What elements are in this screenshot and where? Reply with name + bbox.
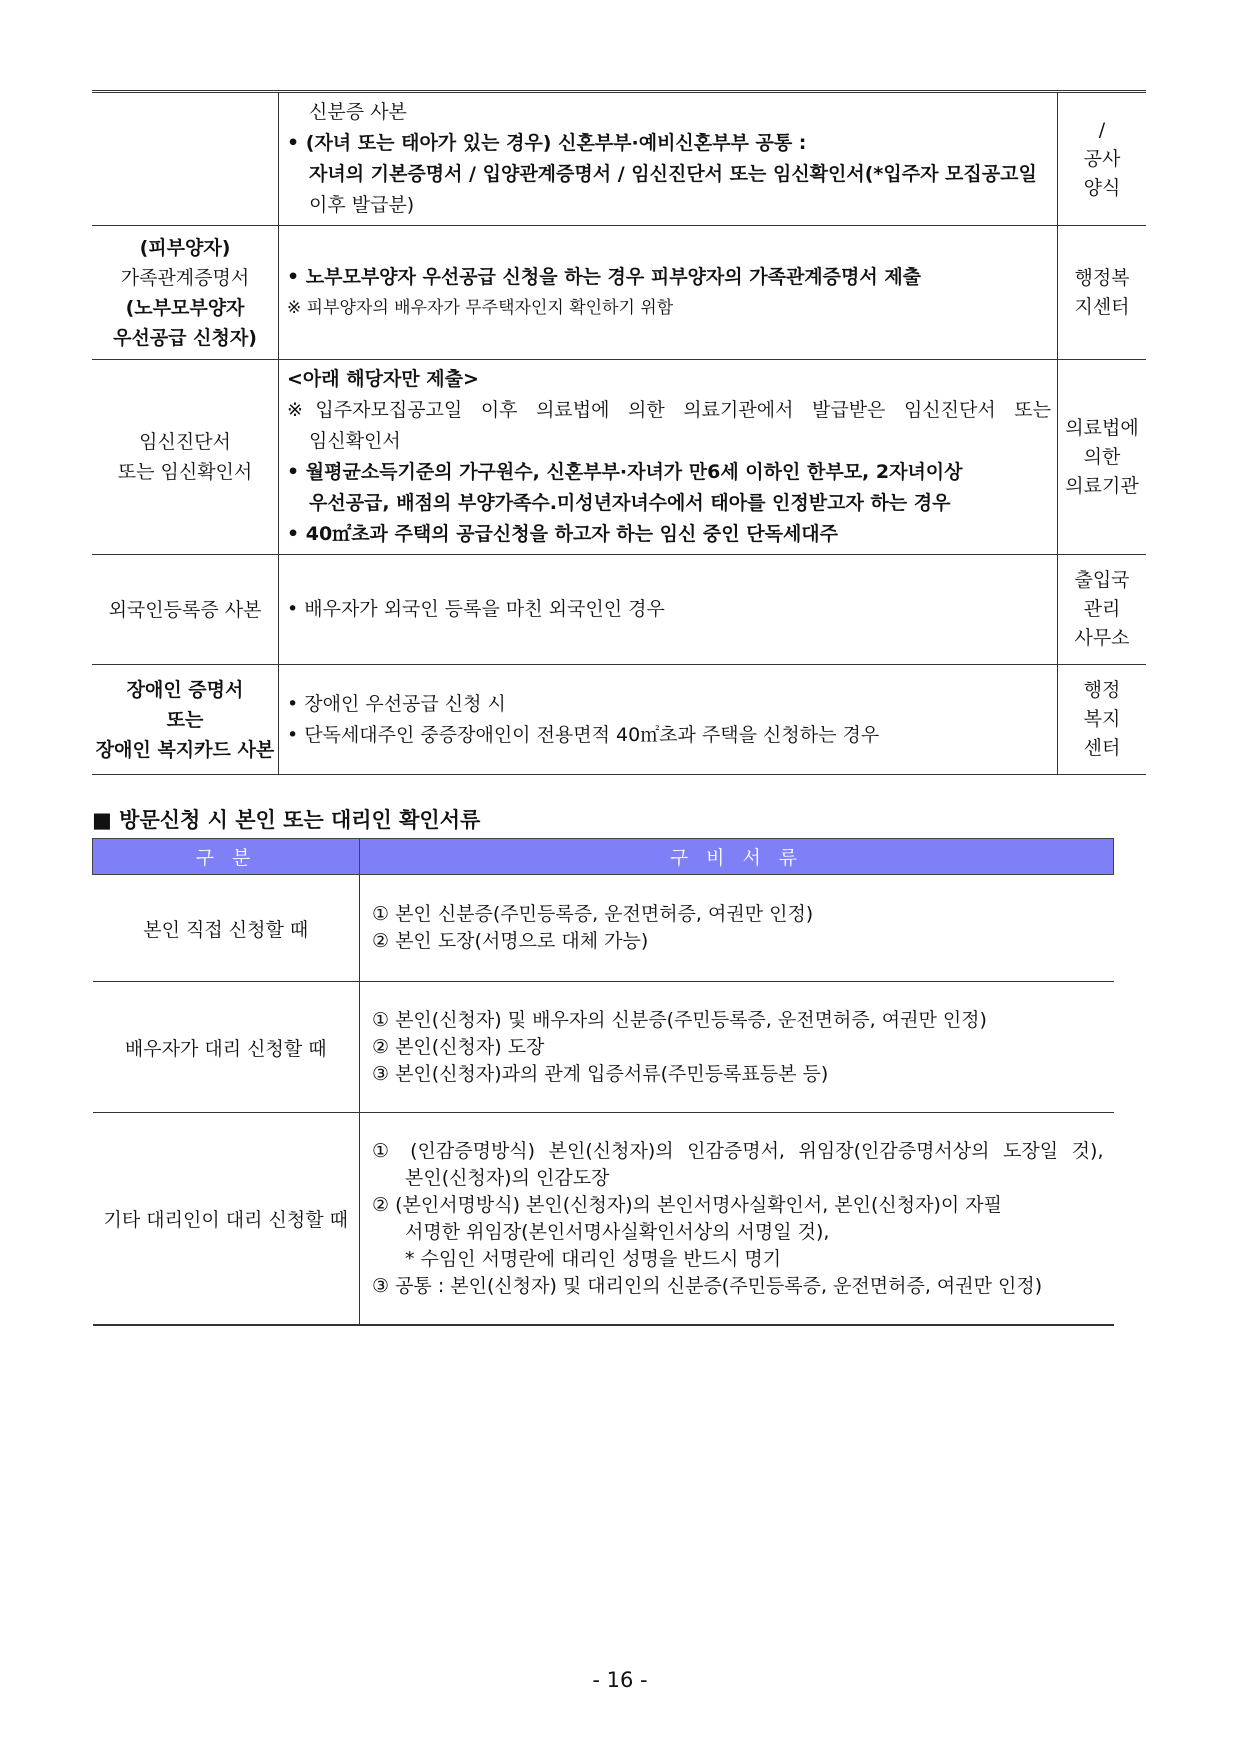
column-header-documents: 구 비 서 류 (360, 839, 1114, 875)
document-line: ③ 공통 : 본인(신청자) 및 대리인의 신분증(주민등록증, 운전면허증, 여권만 인정) (372, 1274, 1043, 1297)
detail-line: • 월평균소득기준의 가구원수, 신혼부부·자녀가 만6세 이하인 한부모, 2자녀이상 (287, 461, 963, 483)
issuer-cell (1058, 226, 1147, 360)
doc-name-line: 우선공급 신청자) (113, 326, 257, 349)
issuer-cell (1058, 92, 1147, 226)
doc-name-line: (피부양자) (139, 236, 231, 259)
detail-line: • 노부모부양자 우선공급 신청을 하는 경우 피부양자의 가족관계증명서 제출 (287, 265, 922, 288)
doc-detail-cell (279, 92, 1058, 226)
issuer-cell (1058, 555, 1147, 665)
issuer-cell (1058, 665, 1147, 775)
table-row (93, 1113, 1114, 1326)
issuer-line: 출입국 (1074, 569, 1130, 591)
detail-line: • 장애인 우선공급 신청 시 (287, 692, 506, 715)
document-line: ② (본인서명방식) 본인(신청자)의 본인서명사실확인서, 본인(신청자)이 자필 (372, 1193, 1003, 1216)
doc-name-cell (92, 226, 279, 360)
document-line: ① 본인(신청자) 및 배우자의 신분증(주민등록증, 운전면허증, 여권만 인정) (372, 1008, 987, 1031)
section-heading: ■ 방문신청 시 본인 또는 대리인 확인서류 (92, 808, 481, 832)
page-number: - 16 - (592, 1668, 648, 1692)
table-row (92, 360, 1146, 555)
doc-detail-cell (279, 226, 1058, 360)
issuer-line: 양식 (1083, 176, 1121, 199)
visit-application-table (92, 838, 1114, 1326)
doc-name-line: 장애인 증명서 (126, 678, 244, 701)
table-row (93, 982, 1114, 1113)
issuer-line: 지센터 (1074, 295, 1130, 318)
detail-line: 우선공급, 배점의 부양가족수.미성년자녀수에서 태아를 인정받고자 하는 경우 (309, 492, 951, 514)
detail-line: 신분증 사본 (309, 101, 407, 123)
issuer-cell (1058, 360, 1147, 555)
doc-name-cell (92, 360, 279, 555)
issuer-line: 행정복 (1074, 266, 1130, 289)
documents-cell (360, 875, 1114, 982)
detail-line: 이후 발급분) (309, 194, 415, 216)
issuer-line: 행정 (1083, 679, 1121, 701)
detail-line: • (자녀 또는 태아가 있는 경우) 신혼부부·예비신혼부부 공통 : (287, 132, 807, 154)
document-line: 서명한 위임장(본인서명사실확인서상의 서명일 것), (405, 1220, 830, 1243)
doc-name-line: (노부모부양자 (125, 296, 245, 319)
doc-name-line: 또는 (166, 708, 204, 731)
detail-line: • 40㎡초과 주택의 공급신청을 하고자 하는 임신 중인 단독세대주 (287, 523, 838, 545)
detail-line: 자녀의 기본증명서 / 입양관계증명서 / 임신진단서 또는 임신확인서(*입주자 모집공고일 (309, 163, 1037, 185)
applicant-type-cell: 본인 직접 신청할 때 (93, 875, 360, 982)
document-line: 본인(신청자)의 인감도장 (405, 1166, 610, 1189)
detail-line: ※입주자모집공고일 이후 의료법에 의한 의료기관에서 발급받은 임신진단서 또는 (287, 399, 1051, 421)
doc-name-line: 임신진단서 (139, 431, 231, 453)
issuer-line: 사무소 (1074, 627, 1130, 649)
issuer-line: 의료기관 (1065, 474, 1139, 497)
detail-line: <아래 해당자만 제출> (287, 368, 479, 390)
table-row (92, 92, 1146, 226)
document-line: ② 본인 도장(서명으로 대체 가능) (372, 930, 649, 952)
doc-name-line: 가족관계증명서 (120, 266, 250, 289)
issuer-line: / (1098, 118, 1106, 141)
document-line: ② 본인(신청자) 도장 (372, 1035, 545, 1058)
detail-line: 임신확인서 (309, 430, 401, 452)
doc-name-line: 또는 임신확인서 (117, 461, 253, 483)
detail-line: • 단독세대주인 중증장애인이 전용면적 40㎡초과 주택을 신청하는 경우 (287, 723, 880, 746)
doc-detail-cell: • 배우자가 외국인 등록을 마친 외국인인 경우 (279, 555, 1058, 665)
doc-name-cell (92, 665, 279, 775)
doc-name-cell (92, 92, 279, 226)
issuer-line: 복지 (1083, 708, 1121, 730)
issuer-line: 관리 (1083, 598, 1121, 620)
required-documents-table (92, 90, 1146, 775)
table-header-row (93, 839, 1114, 875)
doc-detail-cell (279, 360, 1058, 555)
applicant-type-cell: 기타 대리인이 대리 신청할 때 (93, 1113, 360, 1326)
table-row (92, 226, 1146, 360)
issuer-line: 센터 (1083, 737, 1121, 759)
doc-name-cell: 외국인등록증 사본 (92, 555, 279, 665)
column-header-category: 구 분 (93, 839, 360, 875)
issuer-line: 공사 (1083, 147, 1121, 170)
applicant-type-cell: 배우자가 대리 신청할 때 (93, 982, 360, 1113)
document-line: ① 본인 신분증(주민등록증, 운전면허증, 여권만 인정) (372, 903, 814, 925)
documents-cell (360, 1113, 1114, 1326)
table-row (92, 665, 1146, 775)
documents-cell (360, 982, 1114, 1113)
doc-detail-cell (279, 665, 1058, 775)
table-row (92, 555, 1146, 665)
document-line: * 수임인 서명란에 대리인 성명을 반드시 명기 (405, 1247, 782, 1270)
document-line: ① (인감증명방식) 본인(신청자)의 인감증명서, 위임장(인감증명서상의 도장일 것), (372, 1139, 1104, 1162)
issuer-line: 의한 (1083, 445, 1121, 468)
detail-line: ※ 피부양자의 배우자가 무주택자인지 확인하기 위함 (287, 297, 674, 318)
table-row (93, 875, 1114, 982)
document-line: ③ 본인(신청자)과의 관계 입증서류(주민등록표등본 등) (372, 1062, 829, 1085)
issuer-line: 의료법에 (1065, 416, 1139, 439)
doc-name-line: 장애인 복지카드 사본 (95, 738, 275, 761)
